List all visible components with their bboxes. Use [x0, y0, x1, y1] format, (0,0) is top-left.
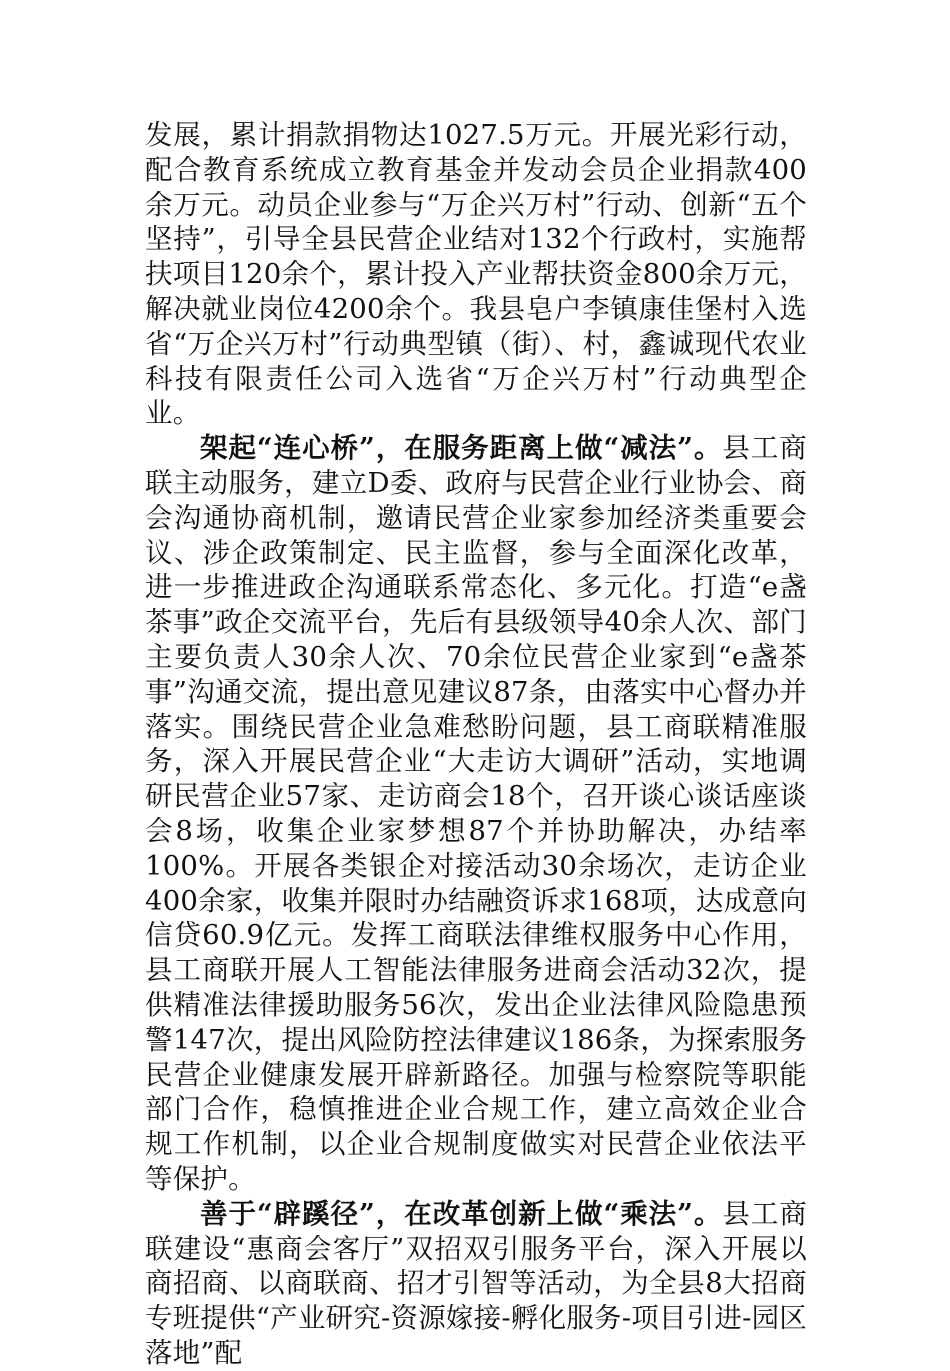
document-page	[145, 118, 807, 1371]
paragraph-3	[145, 1197, 807, 1371]
paragraph-2	[145, 431, 807, 1197]
paragraph-1-body: 发展，累计捐款捐物达1027.5万元。开展光彩行动，配合教育系统成立教育基金并发动会员企业捐款400余万元。动员企业参与“万企兴万村”行动、创新“五个坚持”，引导全县民营企业结对132个行政村，实施帮扶项目120余个，累计投入产业帮扶资金800余万元，解决就业岗位4200余个。我县皂户李镇康佳堡村入选省“万企兴万村”行动典型镇（街）、村，鑫诚现代农业科技有限责任公司入选省“万企兴万村”行动典型企业。	[145, 119, 807, 430]
paragraph-2-body: 县工商联主动服务，建立D委、政府与民营企业行业协会、商会沟通协商机制，邀请民营企业家参加经济类重要会议、涉企政策制定、民主监督，参与全面深化改革，进一步推进政企沟通联系常态化、多元化。打造“e盏茶事”政企交流平台，先后有县级领导40余人次、部门主要负责人30余人次、70余位民营企业家到“e盏茶事”沟通交流，提出意见建议87条，由落实中心督办并落实。围绕民营企业急难愁盼问题，县工商联精准服务，深入开展民营企业“大走访大调研”活动，实地调研民营企业57家、走访商会18个，召开谈心谈话座谈会8场，收集企业家梦想87个并协助解决，办结率100%。开展各类银企对接活动30余场次，走访企业400余家，收集并限时办结融资诉求168项，达成意向信贷60.9亿元。发挥工商联法律维权服务中心作用，县工商联开展人工智能法律服务进商会活动32次，提供精准法律援助服务56次，发出企业法律风险隐患预警147次，提出风险防控法律建议186条，为探索服务民营企业健康发展开辟新路径。加强与检察院等职能部门合作，稳慎推进企业合规工作，建立高效企业合规工作机制，以企业合规制度做实对民营企业依法平等保护。	[145, 432, 807, 1195]
paragraph-3-body: 县工商联建设“惠商会客厅”双招双引服务平台，深入开展以商招商、以商联商、招才引智等活动，为全县8大招商专班提供“产业研究-资源嫁接-孵化服务-项目引进-园区落地”配	[145, 1197, 807, 1369]
paragraph-1	[145, 118, 807, 431]
paragraph-3-lead: 善于“辟蹊径”，在改革创新上做“乘法”。	[200, 1197, 723, 1230]
paragraph-2-lead: 架起“连心桥”，在服务距离上做“减法”。	[200, 432, 723, 465]
